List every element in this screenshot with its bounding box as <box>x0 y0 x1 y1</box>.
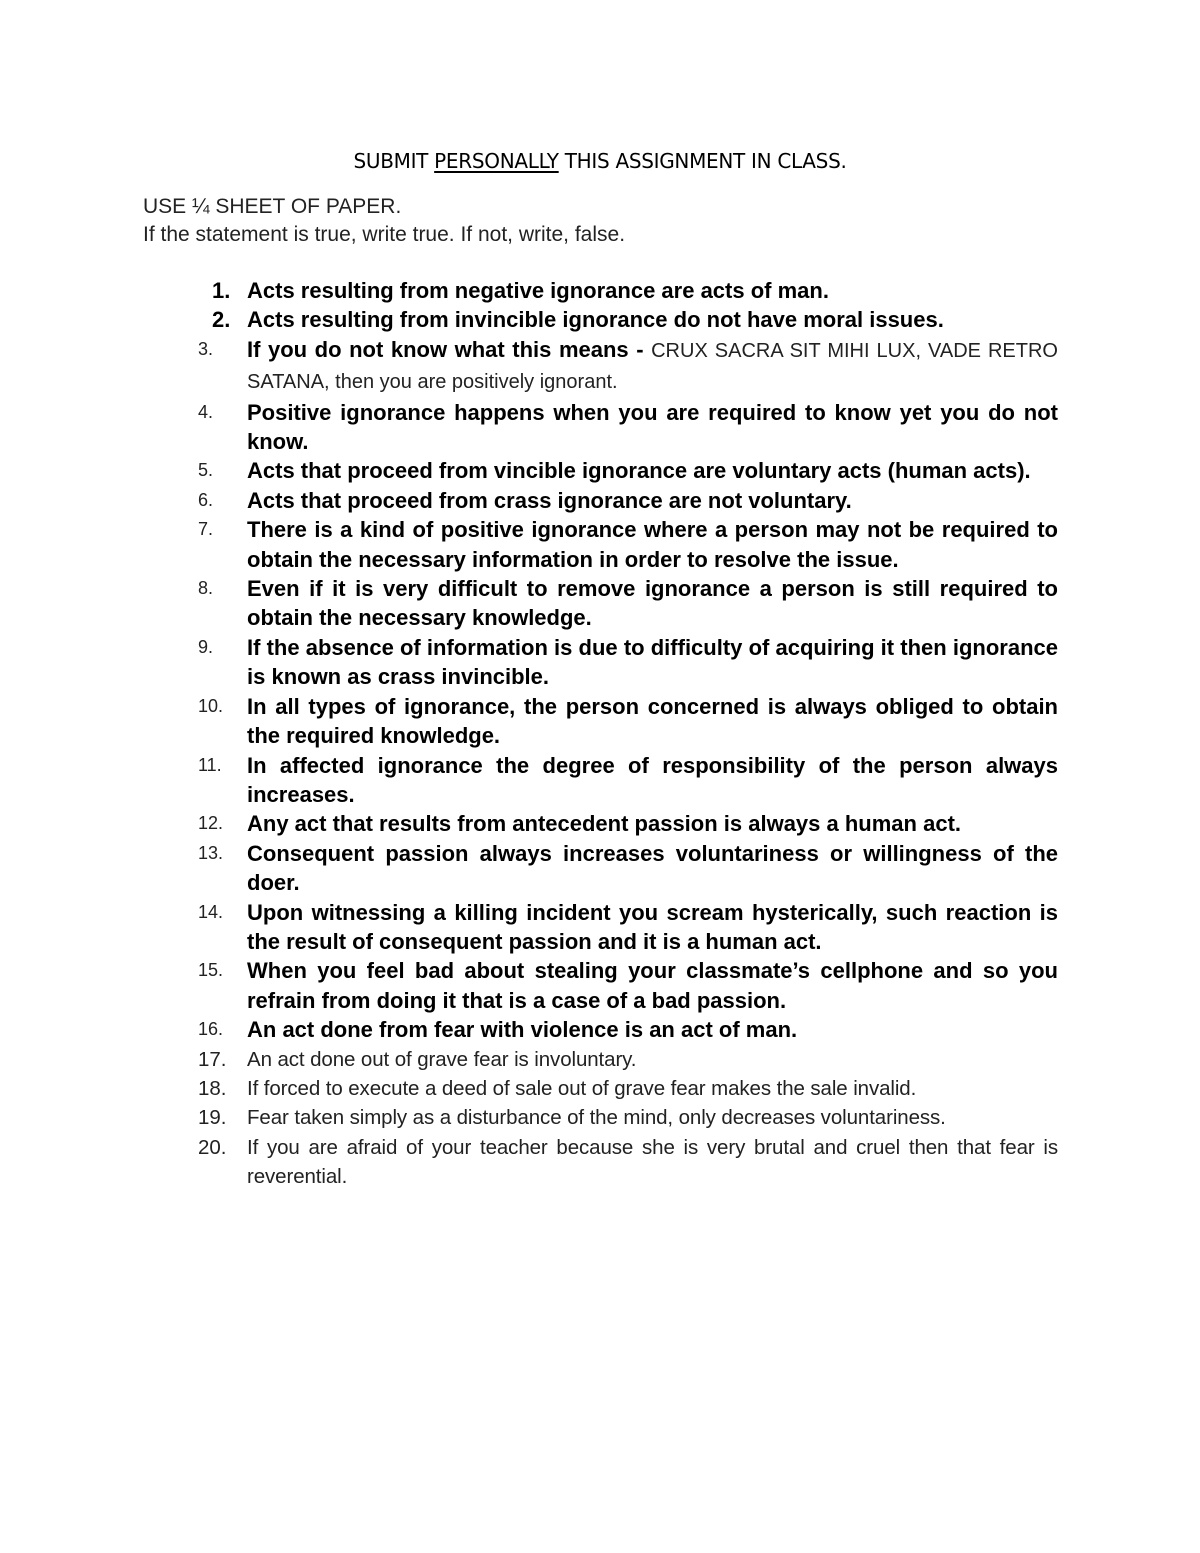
question-text: An act done out of grave fear is involuntary. <box>247 1047 637 1071</box>
item-number: 1. <box>212 278 231 303</box>
list-item <box>198 456 1058 485</box>
question-list <box>198 276 1058 1192</box>
item-number: 7. <box>198 519 214 540</box>
question-text: When you feel bad about stealing your classmate’s cellphone and so you refrain from doing it that is a case of a bad passion. <box>247 958 1058 1013</box>
item-number: 8. <box>198 578 214 599</box>
answer-instruction: If the statement is true, write true. If not, write, false. <box>143 223 626 246</box>
item-number: 15. <box>198 960 224 981</box>
item-number: 14. <box>198 901 224 922</box>
item-number: 9. <box>198 636 214 657</box>
list-item <box>198 398 1058 457</box>
question-text: Fear taken simply as a disturbance of the mind, only decreases voluntariness. <box>247 1106 946 1130</box>
title-prefix: SUBMIT <box>353 149 435 173</box>
question-text: Positive ignorance happens when you are required to know yet you do not know. <box>247 399 1058 455</box>
title-underlined-word: PERSONALLY <box>434 149 559 173</box>
list-item <box>198 1045 1058 1074</box>
question-text: Consequent passion always increases voluntariness or willingness of the doer. <box>247 840 1058 896</box>
question-text: If forced to execute a deed of sale out of grave fear makes the sale invalid. <box>247 1076 917 1100</box>
question-text: Acts that proceed from crass ignorance are not voluntary. <box>247 487 852 513</box>
item-number: 11. <box>198 754 222 775</box>
question-text: Acts resulting from invincible ignorance do not have moral issues. <box>247 307 944 333</box>
question-text: In affected ignorance the degree of responsibility of the person always increases. <box>247 752 1058 807</box>
question-text: In all types of ignorance, the person concerned is always obliged to obtain the required knowledge. <box>247 693 1058 749</box>
list-item <box>198 1133 1058 1192</box>
list-item <box>198 515 1058 574</box>
question-text: There is a kind of positive ignorance where a person may not be required to obtain the necessary information in order to resolve the issue. <box>247 517 1058 572</box>
item-number: 12. <box>198 813 224 834</box>
question-text: An act done from fear with violence is an act of man. <box>247 1017 798 1043</box>
question-text-bold: If you do not know what this means - <box>247 336 652 362</box>
item-number: 16. <box>198 1019 224 1040</box>
list-item <box>198 276 1058 305</box>
list-item <box>198 633 1058 692</box>
title-suffix: THIS ASSIGNMENT IN CLASS. <box>558 149 847 173</box>
question-text: Any act that results from antecedent passion is always a human act. <box>247 811 962 837</box>
question-text: If you are afraid of your teacher because she is very brutal and cruel then that fear is reverential. <box>247 1135 1058 1189</box>
question-text <box>247 335 1058 398</box>
question-text: If the absence of information is due to difficulty of acquiring it then ignorance is known as crass invincible. <box>247 634 1058 690</box>
list-item <box>198 1015 1058 1044</box>
item-number: 19. <box>198 1106 227 1130</box>
paper-instruction: USE ¼ SHEET OF PAPER. <box>143 195 402 218</box>
list-item <box>198 692 1058 751</box>
list-item <box>198 486 1058 515</box>
item-number: 3. <box>198 338 214 359</box>
list-item <box>198 956 1058 1015</box>
list-item <box>198 1103 1058 1132</box>
question-text: Acts that proceed from vincible ignorance are voluntary acts (human acts). <box>247 458 1031 484</box>
item-number: 4. <box>198 401 214 422</box>
item-number: 5. <box>198 460 214 481</box>
item-number: 13. <box>198 842 224 863</box>
item-number: 2. <box>212 307 231 333</box>
list-item <box>198 305 1058 334</box>
list-item <box>198 809 1058 838</box>
item-number: 18. <box>198 1076 227 1100</box>
question-text: Even if it is very difficult to remove ignorance a person is still required to obtain the necessary knowledge. <box>247 576 1058 631</box>
list-item <box>198 1074 1058 1103</box>
item-number: 6. <box>198 489 214 510</box>
list-item <box>198 335 1058 398</box>
item-number: 20. <box>198 1135 227 1159</box>
list-item <box>198 839 1058 898</box>
question-text-regular: CRUX SACRA SIT MIHI LUX, VADE RETRO SATANA, then you are positively ignorant. <box>247 339 1058 394</box>
question-text: Upon witnessing a killing incident you scream hysterically, such reaction is the result of consequent passion and it is a human act. <box>247 899 1058 954</box>
item-number: 10. <box>198 695 224 716</box>
page-title <box>0 146 1200 176</box>
list-item <box>198 898 1058 957</box>
list-item <box>198 751 1058 810</box>
list-item <box>198 574 1058 633</box>
item-number: 17. <box>198 1047 227 1071</box>
question-text: Acts resulting from negative ignorance are acts of man. <box>247 278 829 303</box>
